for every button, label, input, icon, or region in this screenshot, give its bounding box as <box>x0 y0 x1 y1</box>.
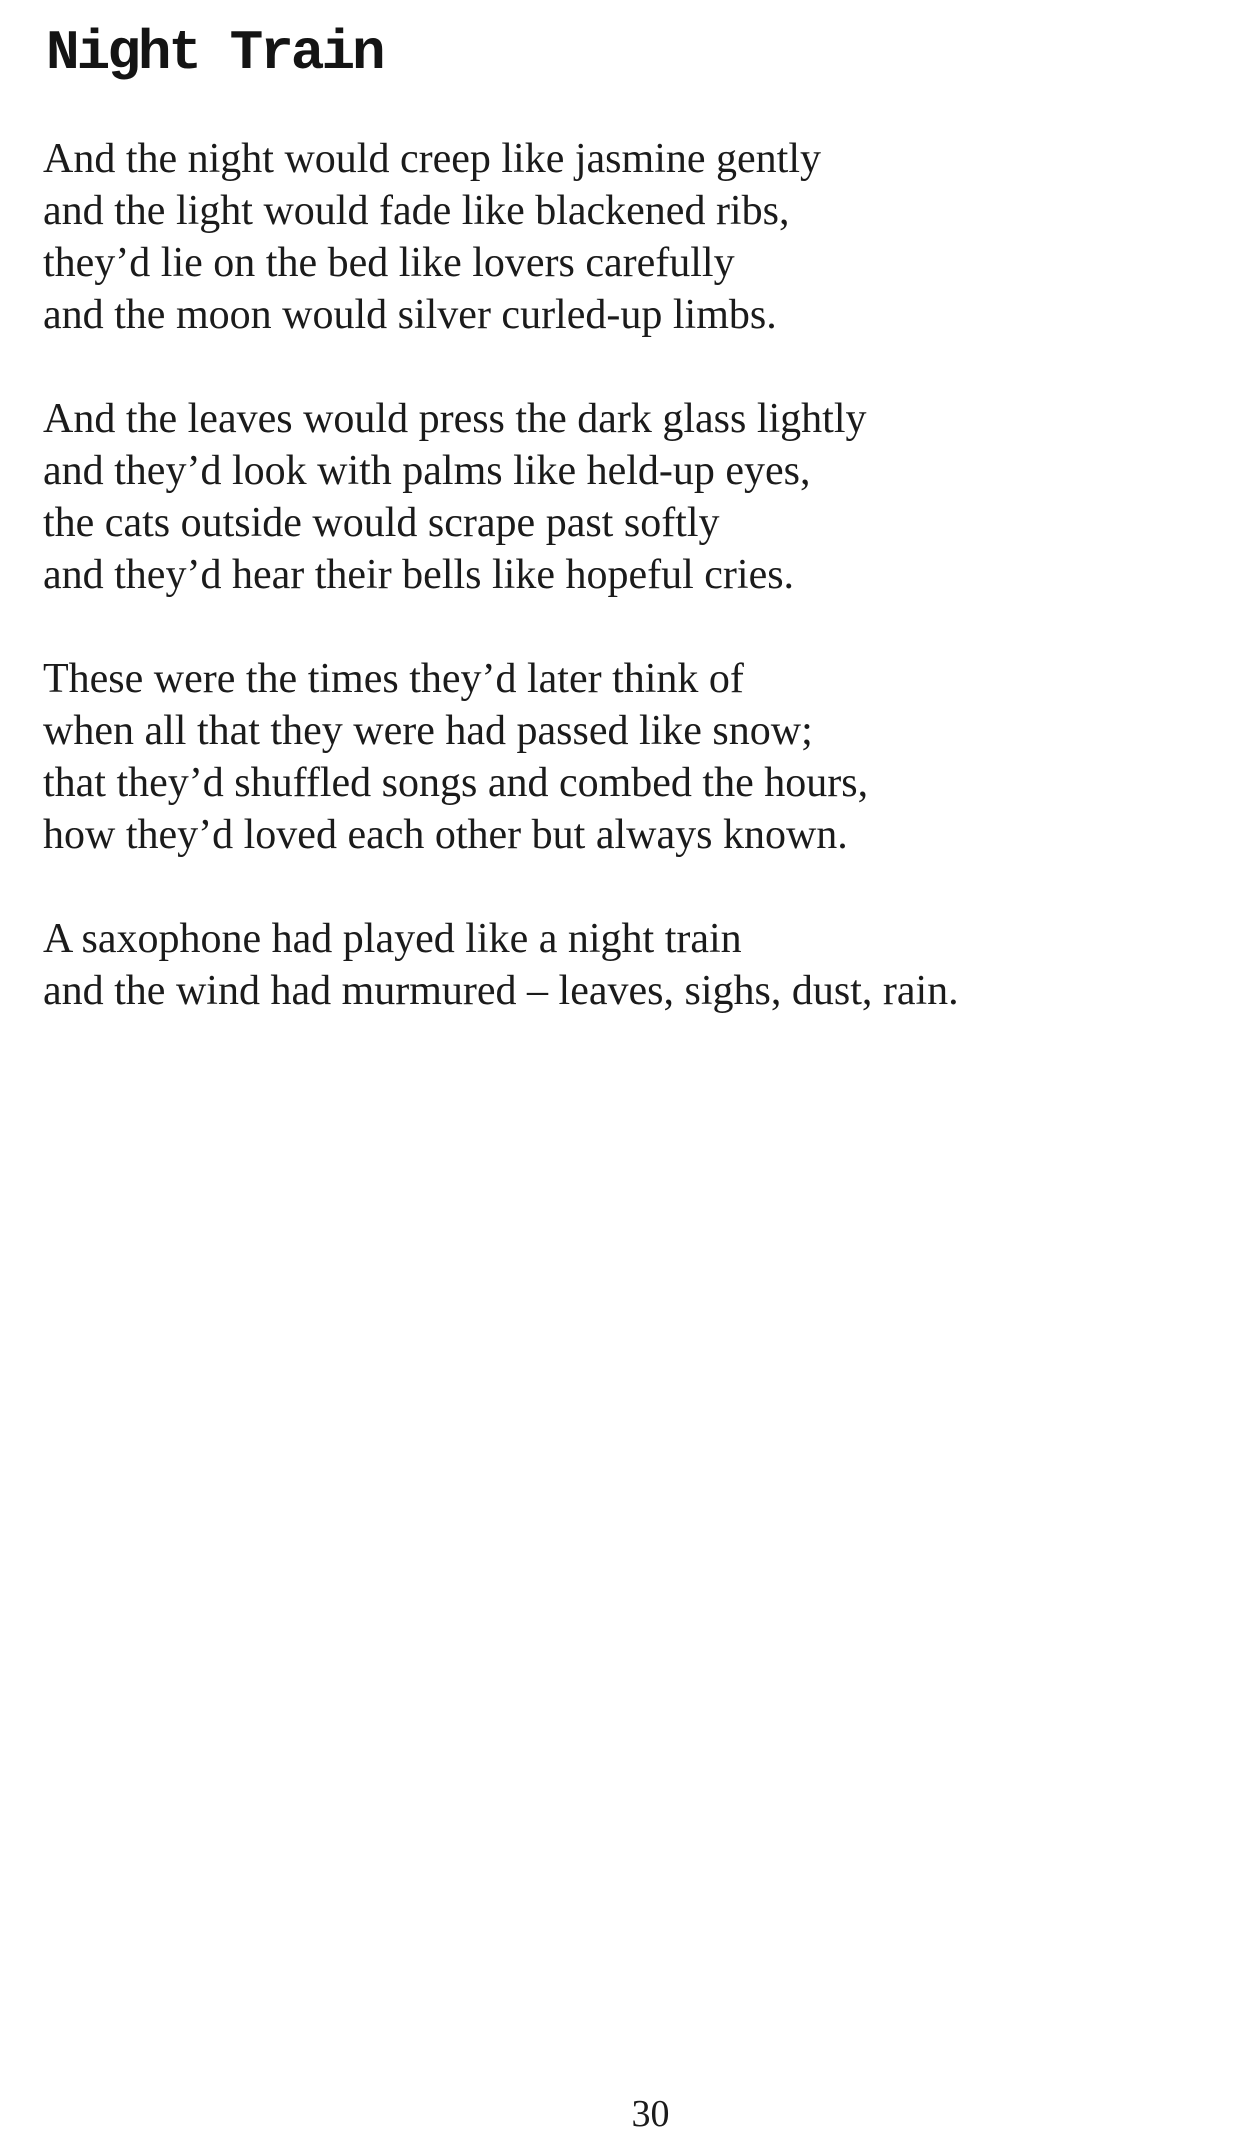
poem-line: and they’d look with palms like held-up eyes, <box>43 448 811 494</box>
poem-line: how they’d loved each other but always known. <box>43 812 848 858</box>
stanza-4 <box>43 913 1237 1017</box>
poem-line: A saxophone had played like a night train <box>43 916 742 962</box>
poem-line: These were the times they’d later think of <box>43 656 744 702</box>
poem-line: and the moon would silver curled-up limbs. <box>43 292 777 338</box>
stanza-2 <box>43 393 1237 601</box>
stanza-1 <box>43 133 1237 341</box>
page-number: 30 <box>631 2093 670 2135</box>
poem-line: And the leaves would press the dark glass lightly <box>43 396 867 442</box>
poem-line: that they’d shuffled songs and combed the hours, <box>43 760 869 806</box>
poem-title: Night Train <box>46 21 383 85</box>
poem-body <box>43 133 1237 1069</box>
poem-line: And the night would creep like jasmine gently <box>43 136 821 182</box>
poem-line: they’d lie on the bed like lovers carefully <box>43 240 735 286</box>
poem-line: and the light would fade like blackened ribs, <box>43 188 790 234</box>
poem-line: and the wind had murmured – leaves, sighs, dust, rain. <box>43 968 959 1014</box>
poem-line: and they’d hear their bells like hopeful cries. <box>43 552 795 598</box>
poem-line: when all that they were had passed like snow; <box>43 708 813 754</box>
poem-line: the cats outside would scrape past softly <box>43 500 720 546</box>
stanza-3 <box>43 653 1237 861</box>
